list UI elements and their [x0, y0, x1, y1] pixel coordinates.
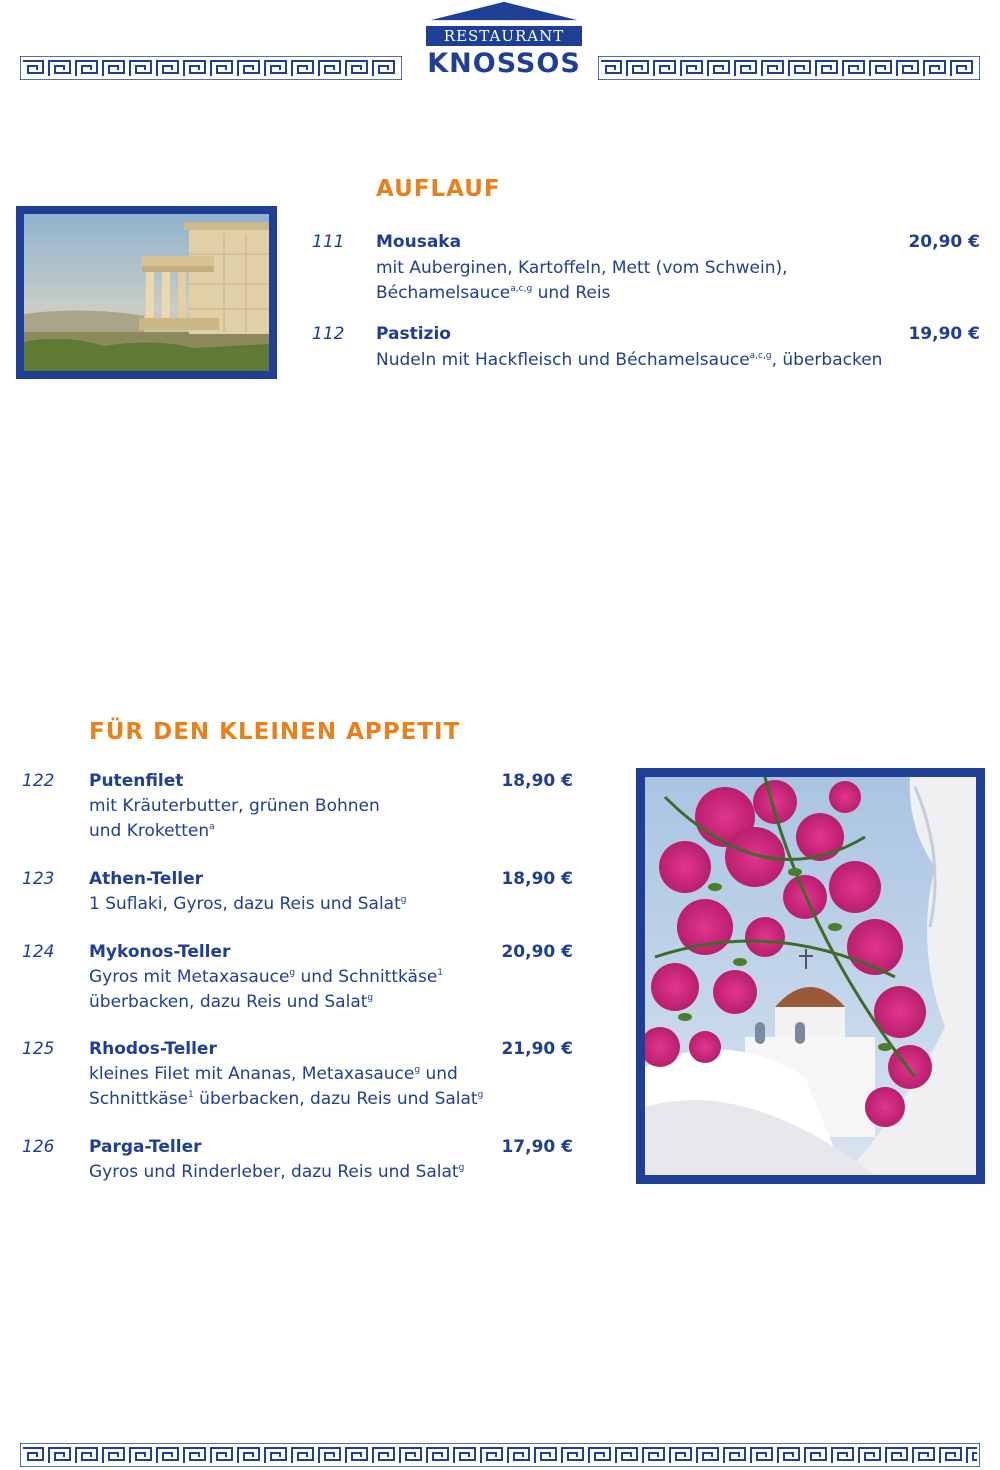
menu-item-111: [312, 232, 980, 304]
item-number: 112: [312, 324, 345, 344]
meander-border-top-right: [598, 56, 980, 80]
logo-restaurant-label: RESTAURANT: [426, 26, 582, 46]
item-number: 123: [22, 869, 55, 889]
logo-name: KNOSSOS: [427, 48, 581, 79]
item-price: 19,90 €: [908, 324, 980, 344]
menu-item-123: [22, 869, 573, 919]
item-price: 18,90 €: [501, 869, 573, 889]
section-title-auflauf: AUFLAUF: [376, 176, 501, 202]
item-name: Parga-Teller: [89, 1137, 202, 1157]
menu-item-125: [22, 1039, 573, 1113]
item-price: 17,90 €: [501, 1137, 573, 1157]
menu-item-126: [22, 1137, 573, 1187]
item-name: Athen-Teller: [89, 869, 204, 889]
item-description: 1 Suflaki, Gyros, dazu Reis und Salat$^g$: [89, 894, 407, 914]
item-description: mit Kräuterbutter, grünen Bohnen und Kroketten$^a$: [89, 796, 380, 841]
section-title-kleiner-appetit: FÜR DEN KLEINEN APPETIT: [89, 719, 461, 745]
menu-item-112: [312, 324, 980, 372]
item-price: 21,90 €: [501, 1039, 573, 1059]
item-price: 20,90 €: [908, 232, 980, 252]
menu-item-122: [22, 771, 573, 845]
item-number: 125: [22, 1039, 55, 1059]
item-name: Pastizio: [376, 324, 451, 344]
meander-border-bottom: [20, 1443, 980, 1467]
item-description: mit Auberginen, Kartoffeln, Mett (vom Schwein), Béchamelsauce$^{a,c,g}$ und Reis: [376, 258, 788, 303]
menu-item-124: [22, 942, 573, 1016]
item-number: 111: [312, 232, 345, 252]
acropolis-photo: [16, 206, 277, 379]
roof-icon: [420, 0, 588, 22]
item-name: Mykonos-Teller: [89, 942, 231, 962]
item-description: Gyros und Rinderleber, dazu Reis und Salat$^g$: [89, 1162, 465, 1182]
item-description: kleines Filet mit Ananas, Metaxasauce$^g$ und Schnittkäse$^1$ überbacken, dazu Reis und Salat$^g$: [89, 1064, 484, 1109]
restaurant-logo: [420, 0, 588, 80]
item-price: 18,90 €: [501, 771, 573, 791]
item-name: Rhodos-Teller: [89, 1039, 217, 1059]
item-description: Gyros mit Metaxasauce$^g$ und Schnittkäse$^1$ überbacken, dazu Reis und Salat$^g$: [89, 967, 444, 1012]
item-name: Mousaka: [376, 232, 462, 252]
item-description: Nudeln mit Hackfleisch und Béchamelsauce$^{a,c,g}$, überbacken: [376, 350, 883, 370]
item-number: 126: [22, 1137, 55, 1157]
bougainvillea-photo: [636, 768, 985, 1184]
item-price: 20,90 €: [501, 942, 573, 962]
item-number: 122: [22, 771, 55, 791]
meander-border-top-left: [20, 56, 402, 80]
item-name: Putenfilet: [89, 771, 184, 791]
item-number: 124: [22, 942, 55, 962]
